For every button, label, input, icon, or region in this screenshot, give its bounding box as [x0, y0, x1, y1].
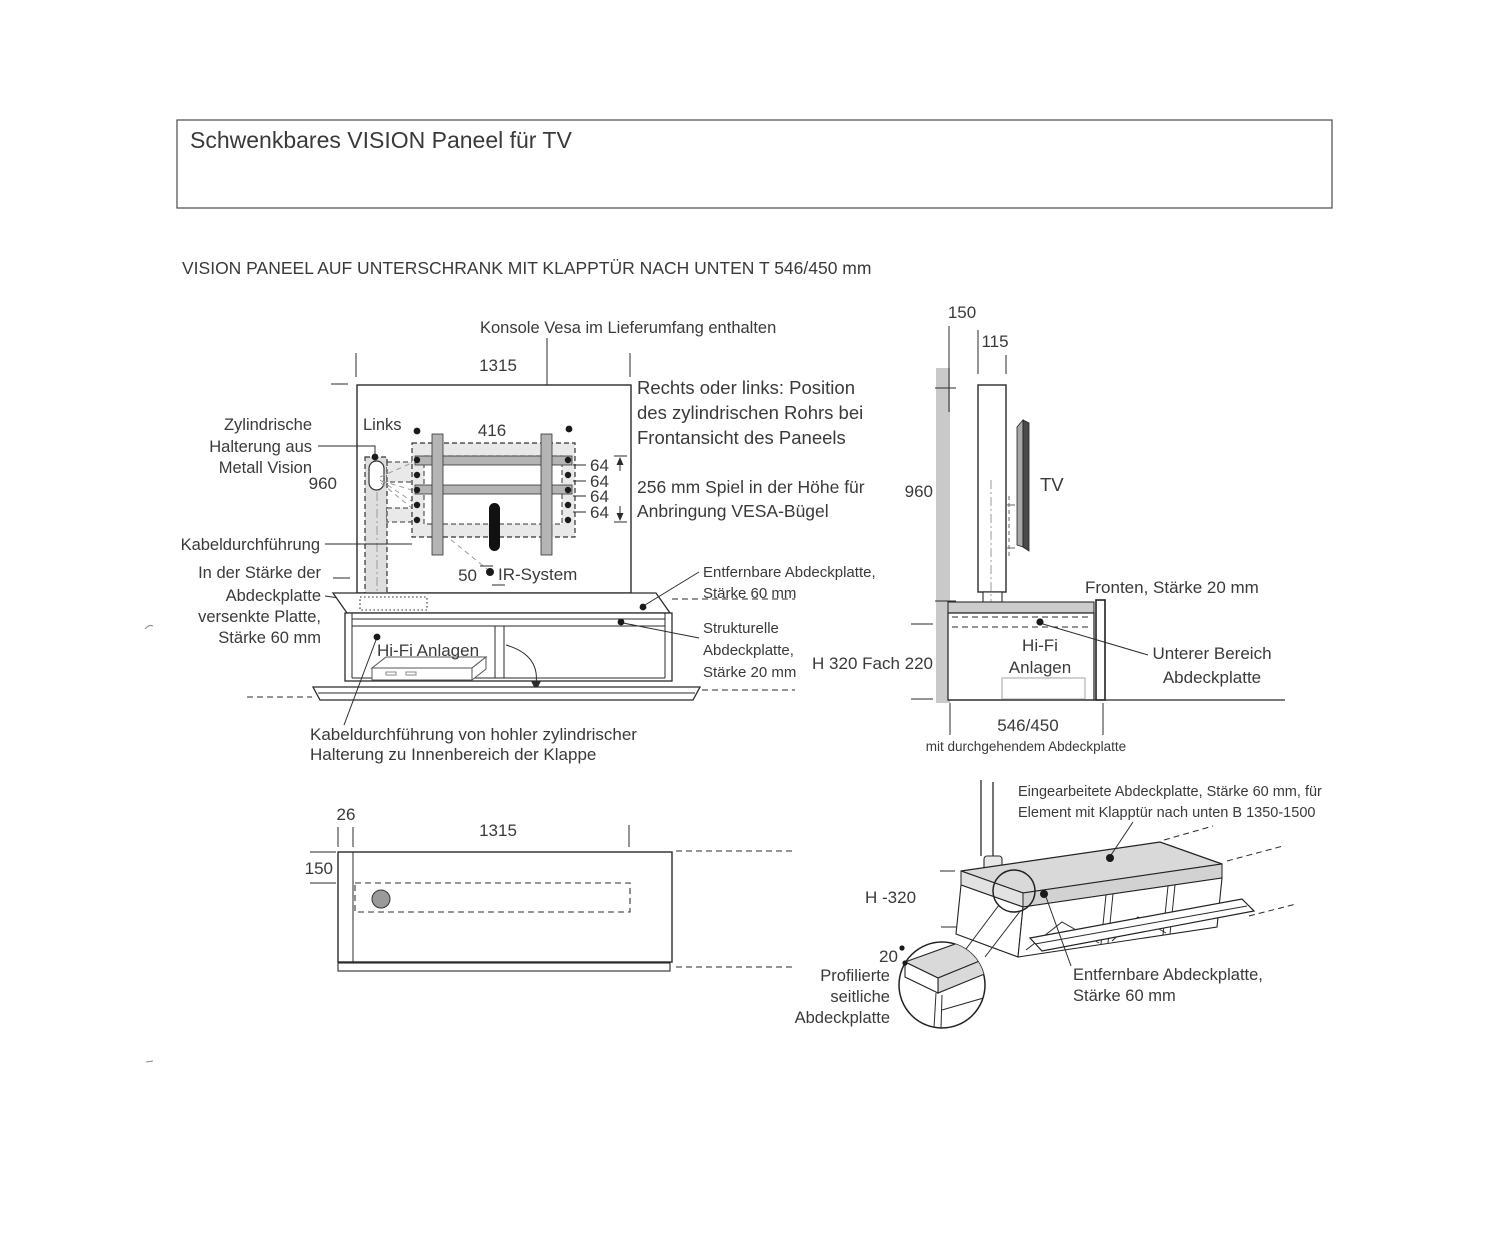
top-view-front-strip [338, 963, 670, 971]
cabinet-front-view [247, 564, 876, 764]
cabinet-top-side [948, 602, 1094, 613]
label-h320-fach: H 320 Fach 220 [812, 654, 933, 673]
ir-system [458, 565, 577, 585]
svg-text:150: 150 [947, 303, 977, 322]
svg-text:26: 26 [336, 805, 356, 824]
svg-text:Stärke 60 mm: Stärke 60 mm [703, 585, 797, 602]
svg-text:150: 150 [304, 859, 333, 878]
svg-text:Metall Vision: Metall Vision [218, 459, 312, 477]
mount-tube-front [369, 461, 384, 490]
label-tv: TV [1040, 474, 1064, 495]
svg-text:1315: 1315 [479, 821, 517, 840]
entfernbare-leader [645, 572, 699, 605]
svg-text:115: 115 [981, 332, 1009, 351]
svg-text:Entfernbare Abdeckplatte,: Entfernbare Abdeckplatte, [1073, 966, 1263, 984]
svg-text:Halterung zu Innenbereich der: Halterung zu Innenbereich der Klappe [310, 745, 597, 764]
svg-text:Strukturelle: Strukturelle [703, 620, 779, 637]
swivel-panel-side [978, 385, 1006, 592]
svg-text:Stärke 60 mm: Stärke 60 mm [218, 629, 321, 647]
dim-1315 [356, 353, 630, 377]
svg-text:des zylindrischen Rohrs bei: des zylindrischen Rohrs bei [637, 402, 864, 423]
svg-text:Stärke 20 mm: Stärke 20 mm [703, 664, 797, 681]
page-title: Schwenkbares VISION Paneel für TV [190, 127, 572, 153]
tv-side [1006, 420, 1029, 556]
cable-hole [489, 503, 500, 551]
svg-text:960: 960 [904, 482, 933, 501]
svg-text:Eingearbeitete Abdeckplatte, S: Eingearbeitete Abdeckplatte, Stärke 60 mm, für [1018, 784, 1322, 800]
top-view-outline [338, 852, 672, 962]
vesa-bar-vertical-right [541, 434, 552, 555]
svg-text:Kabeldurchführung von hohler z: Kabeldurchführung von hohler zylindrischer [310, 725, 637, 744]
vesa-bracket [412, 434, 575, 555]
label-kabeldurchfuehrung: Kabeldurchführung [180, 536, 320, 554]
svg-text:Entfernbare Abdeckplatte,: Entfernbare Abdeckplatte, [703, 564, 876, 581]
svg-text:In der Stärke der: In der Stärke der [198, 564, 321, 582]
svg-text:Unterer Bereich: Unterer Bereich [1152, 644, 1272, 663]
vesa-bar-vertical-left [432, 434, 443, 555]
dim-20-iso: 20 [879, 947, 898, 966]
svg-text:Abdeckplatte,: Abdeckplatte, [703, 642, 794, 659]
svg-text:Rechts oder links: Position: Rechts oder links: Position [637, 377, 855, 398]
svg-text:Abdeckplatte: Abdeckplatte [794, 1009, 890, 1027]
label-links: Links [363, 416, 402, 434]
svg-text:versenkte Platte,: versenkte Platte, [198, 608, 321, 626]
hifi-device-side [1002, 678, 1085, 699]
svg-text:Abdeckplatte: Abdeckplatte [225, 587, 321, 605]
panel-foot [983, 592, 1002, 602]
svg-text:seitliche: seitliche [830, 988, 890, 1006]
label-h320-iso: H -320 [865, 888, 917, 907]
label-fronten: Fronten, Stärke 20 mm [1085, 578, 1259, 597]
hifi-device-front [372, 657, 486, 680]
svg-text:Hi-Fi: Hi-Fi [1022, 636, 1058, 655]
right-notes [637, 377, 865, 521]
svg-text:64: 64 [590, 487, 609, 506]
svg-text:Stärke 60 mm: Stärke 60 mm [1073, 987, 1176, 1005]
top-view [305, 805, 792, 971]
svg-text:Element mit Klapptür nach unte: Element mit Klapptür nach unten B 1350-1500 [1018, 805, 1316, 821]
svg-text:1315: 1315 [479, 356, 517, 375]
svg-text:50: 50 [458, 566, 477, 585]
svg-text:Profilierte: Profilierte [820, 967, 890, 985]
dim-546-450: 546/450 [997, 716, 1059, 735]
label-depth-note: mit durchgehendem Abdeckplatte [925, 739, 1127, 754]
svg-text:Anbringung VESA-Bügel: Anbringung VESA-Bügel [637, 501, 829, 521]
label-konsole-vesa: Konsole Vesa im Lieferumfang enthalten [480, 319, 777, 337]
cabinet-top-plate [333, 593, 670, 613]
svg-text:Abdeckplatte: Abdeckplatte [1162, 668, 1262, 687]
svg-text:Anlagen: Anlagen [1008, 658, 1072, 677]
svg-text:64: 64 [590, 472, 609, 491]
dim-416: 416 [477, 421, 507, 440]
svg-text:64: 64 [590, 456, 609, 475]
title-block [177, 120, 1332, 278]
label-hifi-front: Hi-Fi Anlagen [377, 641, 480, 660]
svg-text:Halterung aus: Halterung aus [209, 438, 312, 456]
iso-view [795, 780, 1322, 1028]
front-door-side [1096, 600, 1105, 700]
svg-text:256 mm Spiel in der Höhe für: 256 mm Spiel in der Höhe für [637, 477, 865, 497]
svg-text:Frontansicht des Paneels: Frontansicht des Paneels [637, 427, 846, 448]
svg-text:Zylindrische: Zylindrische [223, 416, 312, 434]
tube-hole-top [372, 890, 390, 908]
page-subtitle: VISION PANEEL AUF UNTERSCHRANK MIT KLAPPTÜR NACH UNTEN T 546/450 mm [182, 258, 872, 278]
dim-960-front: 960 [308, 474, 337, 493]
page-marks [145, 625, 153, 1062]
svg-text:64: 64 [590, 503, 609, 522]
side-view [812, 303, 1285, 754]
label-ir-system: IR-System [498, 565, 578, 584]
